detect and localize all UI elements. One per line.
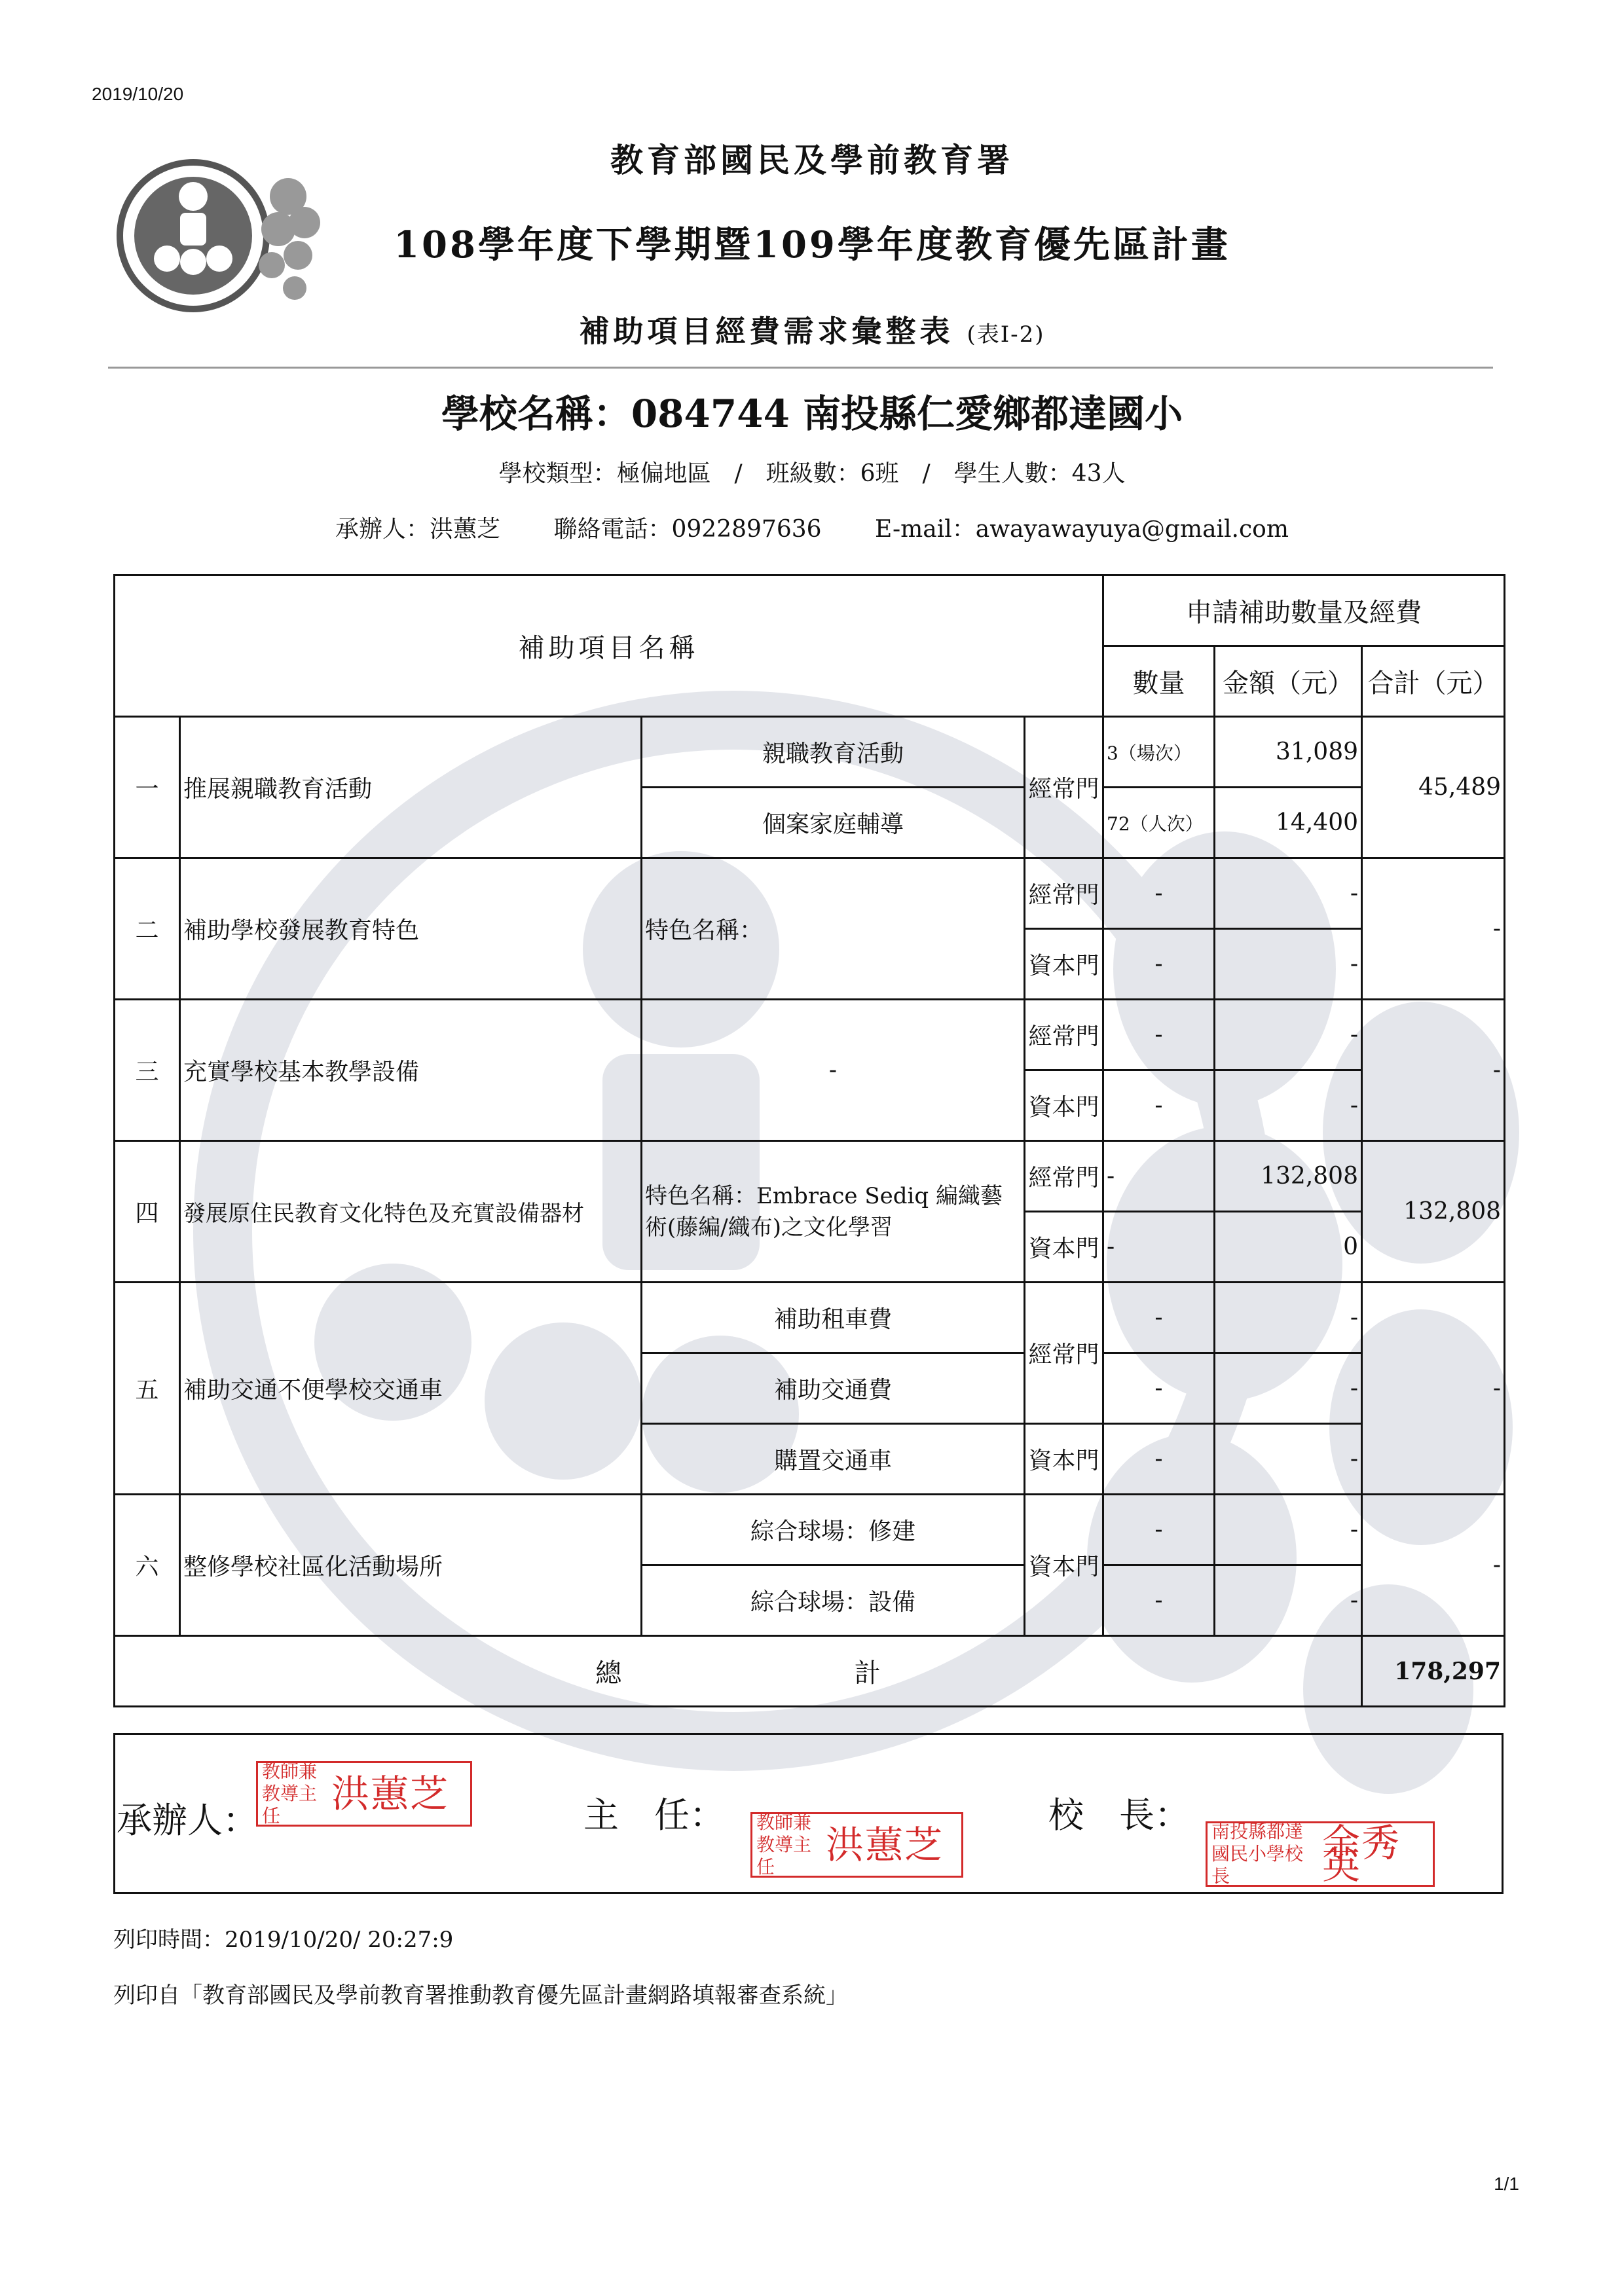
row-qty: - <box>1103 1283 1215 1353</box>
print-time: 列印時間：2019/10/20/ 20:27:9 <box>113 1927 454 1953</box>
row-no: 三 <box>115 1000 180 1141</box>
row-qty: - <box>1103 1565 1215 1636</box>
row-no: 五 <box>115 1283 180 1495</box>
row-total: - <box>1362 858 1505 1000</box>
grand-total-row <box>115 1636 1505 1707</box>
row-total: - <box>1362 1283 1505 1495</box>
row-amount: 132,808 <box>1215 1141 1362 1212</box>
row-subitem: 補助交通費 <box>642 1353 1025 1424</box>
handler-stamp <box>256 1761 472 1827</box>
row-qty: - <box>1103 1495 1215 1565</box>
row-amount: 31,089 <box>1215 717 1362 788</box>
grand-label-1: 總 <box>595 1658 622 1688</box>
handler-stamp-title: 教師兼教導主任 <box>262 1760 318 1827</box>
header-amount: 金額（元） <box>1215 646 1362 717</box>
row-qty: - <box>1103 1070 1215 1141</box>
table-row <box>115 1141 1505 1212</box>
form-title-text: 補助項目經費需求彙整表 <box>579 314 954 349</box>
principal-stamp <box>1206 1821 1435 1887</box>
row-total: 45,489 <box>1362 717 1505 858</box>
print-date-top: 2019/10/20 <box>92 84 184 104</box>
row-subitem: 特色名稱：Embrace Sediq 編織藝術(藤編/織布)之文化學習 <box>642 1141 1025 1283</box>
table-row <box>115 858 1505 929</box>
handler-stamp-name: 洪蕙芝 <box>331 1772 450 1816</box>
row-no: 四 <box>115 1141 180 1283</box>
principal-stamp-name: 余秀英 <box>1322 1821 1401 1887</box>
row-item-name: 發展原住民教育文化特色及充實設備器材 <box>180 1141 642 1283</box>
principal-stamp-title: 南投縣都達國民小學校長 <box>1211 1821 1304 1887</box>
handler-label: 承辦人： <box>117 1800 258 1841</box>
row-item-name: 充實學校基本教學設備 <box>180 1000 642 1141</box>
row-amount: - <box>1215 1495 1362 1565</box>
row-item-name: 補助交通不便學校交通車 <box>180 1283 642 1495</box>
row-subitem: 購置交通車 <box>642 1424 1025 1495</box>
row-qty: - <box>1103 1000 1215 1070</box>
header-total: 合計（元） <box>1362 646 1505 717</box>
table-row <box>115 1283 1505 1353</box>
table-row <box>115 717 1505 788</box>
plan-title: 108學年度下學期暨109學年度教育優先區計畫 <box>394 223 1230 266</box>
header-item-name: 補助項目名稱 <box>115 575 1103 717</box>
row-amount: - <box>1215 1283 1362 1353</box>
print-source: 列印自「教育部國民及學前教育署推動教育優先區計畫網路填報審查系統」 <box>113 1982 848 2009</box>
contact-email: E-mail：awayawayuya@gmail.com <box>875 516 1289 543</box>
row-amount: - <box>1215 1565 1362 1636</box>
grand-total-label <box>115 1636 1362 1707</box>
row-type: 資本門 <box>1025 1212 1103 1283</box>
table-row <box>115 1495 1505 1565</box>
row-total: - <box>1362 1000 1505 1141</box>
row-qty: - <box>1103 1212 1215 1283</box>
row-total: 132,808 <box>1362 1141 1505 1283</box>
row-amount: 0 <box>1215 1212 1362 1283</box>
budget-table <box>113 574 1505 1707</box>
row-type: 經常門 <box>1025 1141 1103 1212</box>
row-qty: - <box>1103 929 1215 1000</box>
org-title: 教育部國民及學前教育署 <box>610 141 1014 179</box>
row-type: 經常門 <box>1025 717 1103 858</box>
header-qty: 數量 <box>1103 646 1215 717</box>
contact-person: 承辦人：洪蕙芝 <box>335 516 501 543</box>
header-divider <box>108 367 1493 369</box>
form-code: (表I-2) <box>967 321 1045 348</box>
row-qty: - <box>1103 1424 1215 1495</box>
row-no: 二 <box>115 858 180 1000</box>
row-amount: - <box>1215 929 1362 1000</box>
row-type: 經常門 <box>1025 1283 1103 1424</box>
row-type: 資本門 <box>1025 1424 1103 1495</box>
grand-label-2: 計 <box>854 1658 881 1688</box>
row-qty: - <box>1103 858 1215 929</box>
row-amount: - <box>1215 858 1362 929</box>
row-qty: - <box>1103 1353 1215 1424</box>
table-row <box>115 1000 1505 1070</box>
row-amount: - <box>1215 1000 1362 1070</box>
page-number: 1/1 <box>1494 2174 1519 2194</box>
row-subitem: 綜合球場：設備 <box>642 1565 1025 1636</box>
row-total: - <box>1362 1495 1505 1636</box>
row-item-name: 補助學校發展教育特色 <box>180 858 642 1000</box>
row-type: 資本門 <box>1025 929 1103 1000</box>
row-no: 一 <box>115 717 180 858</box>
school-type-info: 學校類型：極偏地區 / 班級數：6班 / 學生人數：43人 <box>498 460 1126 487</box>
signature-box <box>113 1733 1504 1894</box>
director-stamp <box>750 1812 963 1878</box>
row-type: 經常門 <box>1025 1000 1103 1070</box>
director-stamp-name: 洪蕙芝 <box>826 1823 944 1867</box>
row-subitem: 綜合球場：修建 <box>642 1495 1025 1565</box>
header-apply: 申請補助數量及經費 <box>1103 575 1505 646</box>
row-subitem: 個案家庭輔導 <box>642 788 1025 858</box>
row-no: 六 <box>115 1495 180 1636</box>
director-stamp-title: 教師兼教導主任 <box>756 1812 812 1878</box>
principal-label: 校 長： <box>1048 1795 1190 1836</box>
row-qty: - <box>1103 1141 1215 1212</box>
director-label: 主 任： <box>583 1795 725 1836</box>
grand-total-value: 178,297 <box>1362 1636 1505 1707</box>
contact-info <box>0 511 1624 544</box>
form-title <box>0 308 1624 351</box>
row-qty: 72（人次） <box>1103 788 1215 858</box>
row-type: 資本門 <box>1025 1495 1103 1636</box>
row-qty: 3（場次） <box>1103 717 1215 788</box>
contact-phone: 聯絡電話：0922897636 <box>553 516 822 543</box>
row-subitem: 特色名稱： <box>642 858 1025 1000</box>
row-item-name: 整修學校社區化活動場所 <box>180 1495 642 1636</box>
row-subitem: 親職教育活動 <box>642 717 1025 788</box>
school-name: 學校名稱：084744 南投縣仁愛鄉都達國小 <box>441 392 1183 436</box>
row-type: 資本門 <box>1025 1070 1103 1141</box>
row-subitem: 補助租車費 <box>642 1283 1025 1353</box>
row-amount: - <box>1215 1070 1362 1141</box>
row-subitem: - <box>642 1000 1025 1141</box>
row-item-name: 推展親職教育活動 <box>180 717 642 858</box>
row-type: 經常門 <box>1025 858 1103 929</box>
row-amount: - <box>1215 1424 1362 1495</box>
row-amount: - <box>1215 1353 1362 1424</box>
row-amount: 14,400 <box>1215 788 1362 858</box>
